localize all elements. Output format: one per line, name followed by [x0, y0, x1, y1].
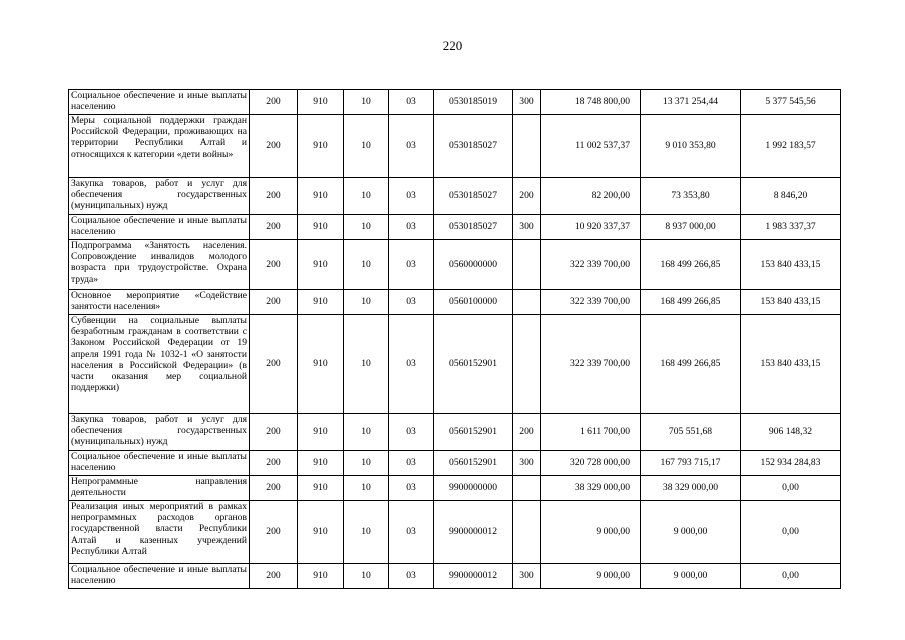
rest-amount: 153 840 433,15: [741, 240, 841, 290]
ved-code: 910: [298, 564, 344, 589]
table-row: [69, 315, 841, 414]
csr-code: 0560152901: [434, 315, 513, 414]
plan-amount: 322 339 700,00: [541, 240, 641, 290]
fact-amount: 8 937 000,00: [641, 215, 741, 240]
pr-code: 03: [389, 215, 434, 240]
plan-amount: 10 920 337,37: [541, 215, 641, 240]
rz-code: 10: [344, 215, 389, 240]
table-row: [69, 90, 841, 115]
table-row: [69, 451, 841, 476]
rest-amount: 153 840 433,15: [741, 290, 841, 315]
gr-code: 200: [250, 564, 298, 589]
rest-amount: 906 148,32: [741, 414, 841, 451]
rest-amount: 153 840 433,15: [741, 315, 841, 414]
table-row: [69, 240, 841, 290]
plan-amount: 82 200,00: [541, 178, 641, 215]
gr-code: 200: [250, 501, 298, 564]
rz-code: 10: [344, 115, 389, 178]
gr-code: 200: [250, 178, 298, 215]
plan-amount: 9 000,00: [541, 564, 641, 589]
vr-code: 300: [513, 451, 541, 476]
plan-amount: 9 000,00: [541, 501, 641, 564]
table-row: [69, 178, 841, 215]
ved-code: 910: [298, 178, 344, 215]
gr-code: 200: [250, 476, 298, 501]
gr-code: 200: [250, 215, 298, 240]
ved-code: 910: [298, 414, 344, 451]
ved-code: 910: [298, 215, 344, 240]
gr-code: 200: [250, 290, 298, 315]
fact-amount: 9 010 353,80: [641, 115, 741, 178]
vr-code: 300: [513, 215, 541, 240]
pr-code: 03: [389, 178, 434, 215]
row-name: Социальное обеспечение и иные выплаты населению: [69, 451, 250, 476]
vr-code: 300: [513, 564, 541, 589]
rz-code: 10: [344, 290, 389, 315]
fact-amount: 167 793 715,17: [641, 451, 741, 476]
vr-code: [513, 315, 541, 414]
row-name: Социальное обеспечение и иные выплаты населению: [69, 564, 250, 589]
row-name: Непрограммные направления деятельности: [69, 476, 250, 501]
csr-code: 9900000012: [434, 501, 513, 564]
gr-code: 200: [250, 414, 298, 451]
csr-code: 0560152901: [434, 414, 513, 451]
pr-code: 03: [389, 451, 434, 476]
csr-code: 0560152901: [434, 451, 513, 476]
pr-code: 03: [389, 90, 434, 115]
table-row: [69, 564, 841, 589]
plan-amount: 11 002 537,37: [541, 115, 641, 178]
rest-amount: 1 983 337,37: [741, 215, 841, 240]
pr-code: 03: [389, 315, 434, 414]
rz-code: 10: [344, 315, 389, 414]
vr-code: [513, 115, 541, 178]
vr-code: [513, 290, 541, 315]
table-row: [69, 115, 841, 178]
gr-code: 200: [250, 90, 298, 115]
table-row: [69, 501, 841, 564]
fact-amount: 9 000,00: [641, 501, 741, 564]
pr-code: 03: [389, 240, 434, 290]
csr-code: 0560100000: [434, 290, 513, 315]
rz-code: 10: [344, 240, 389, 290]
csr-code: 0530185027: [434, 115, 513, 178]
pr-code: 03: [389, 564, 434, 589]
rest-amount: 0,00: [741, 501, 841, 564]
vr-code: [513, 476, 541, 501]
plan-amount: 322 339 700,00: [541, 315, 641, 414]
budget-table: [68, 89, 841, 589]
rest-amount: 0,00: [741, 564, 841, 589]
pr-code: 03: [389, 476, 434, 501]
rest-amount: 8 846,20: [741, 178, 841, 215]
table-row: [69, 414, 841, 451]
vr-code: 200: [513, 414, 541, 451]
rest-amount: 0,00: [741, 476, 841, 501]
vr-code: [513, 501, 541, 564]
pr-code: 03: [389, 290, 434, 315]
row-name: Реализация иных мероприятий в рамках непрограммных расходов органов государственной власти Республики Алтай и казенных учреждений Республики Алтай: [69, 501, 250, 564]
row-name: Социальное обеспечение и иные выплаты населению: [69, 215, 250, 240]
row-name: Социальное обеспечение и иные выплаты населению: [69, 90, 250, 115]
plan-amount: 38 329 000,00: [541, 476, 641, 501]
table-row: [69, 290, 841, 315]
plan-amount: 322 339 700,00: [541, 290, 641, 315]
ved-code: 910: [298, 315, 344, 414]
ved-code: 910: [298, 501, 344, 564]
rz-code: 10: [344, 451, 389, 476]
gr-code: 200: [250, 315, 298, 414]
csr-code: 9900000012: [434, 564, 513, 589]
ved-code: 910: [298, 90, 344, 115]
fact-amount: 73 353,80: [641, 178, 741, 215]
rest-amount: 1 992 183,57: [741, 115, 841, 178]
pr-code: 03: [389, 501, 434, 564]
csr-code: 0530185027: [434, 178, 513, 215]
rest-amount: 152 934 284,83: [741, 451, 841, 476]
rest-amount: 5 377 545,56: [741, 90, 841, 115]
table-row: [69, 476, 841, 501]
row-name: Закупка товаров, работ и услуг для обеспечения государственных (муниципальных) нужд: [69, 414, 250, 451]
csr-code: 0530185027: [434, 215, 513, 240]
ved-code: 910: [298, 240, 344, 290]
plan-amount: 320 728 000,00: [541, 451, 641, 476]
table-row: [69, 215, 841, 240]
csr-code: 9900000000: [434, 476, 513, 501]
gr-code: 200: [250, 115, 298, 178]
rz-code: 10: [344, 564, 389, 589]
fact-amount: 38 329 000,00: [641, 476, 741, 501]
ved-code: 910: [298, 451, 344, 476]
rz-code: 10: [344, 501, 389, 564]
row-name: Закупка товаров, работ и услуг для обеспечения государственных (муниципальных) нужд: [69, 178, 250, 215]
plan-amount: 1 611 700,00: [541, 414, 641, 451]
table-body: [69, 90, 841, 589]
row-name: Основное мероприятие «Содействие занятости населения»: [69, 290, 250, 315]
rz-code: 10: [344, 476, 389, 501]
rz-code: 10: [344, 178, 389, 215]
rz-code: 10: [344, 90, 389, 115]
rz-code: 10: [344, 414, 389, 451]
fact-amount: 168 499 266,85: [641, 240, 741, 290]
ved-code: 910: [298, 290, 344, 315]
page-number: 220: [442, 38, 463, 53]
csr-code: 0560000000: [434, 240, 513, 290]
fact-amount: 168 499 266,85: [641, 315, 741, 414]
fact-amount: 705 551,68: [641, 414, 741, 451]
pr-code: 03: [389, 414, 434, 451]
gr-code: 200: [250, 240, 298, 290]
row-name: Субвенции на социальные выплаты безработным гражданам в соответствии с Законом Российской Федерации от 19 апреля 1991 года № 1032-1 «О занятости населения в Российской Федерации» (в части оказания мер социальной поддержки): [69, 315, 250, 414]
gr-code: 200: [250, 451, 298, 476]
row-name: Меры социальной поддержки граждан Российской Федерации, проживающих на территории Республики Алтай и относящихся к категории «дети войны»: [69, 115, 250, 178]
fact-amount: 9 000,00: [641, 564, 741, 589]
vr-code: [513, 240, 541, 290]
pr-code: 03: [389, 115, 434, 178]
vr-code: 200: [513, 178, 541, 215]
fact-amount: 13 371 254,44: [641, 90, 741, 115]
vr-code: 300: [513, 90, 541, 115]
ved-code: 910: [298, 476, 344, 501]
csr-code: 0530185019: [434, 90, 513, 115]
ved-code: 910: [298, 115, 344, 178]
row-name: Подпрограмма «Занятость населения. Сопровождение инвалидов молодого возраста при трудоустройстве. Охрана труда»: [69, 240, 250, 290]
plan-amount: 18 748 800,00: [541, 90, 641, 115]
fact-amount: 168 499 266,85: [641, 290, 741, 315]
